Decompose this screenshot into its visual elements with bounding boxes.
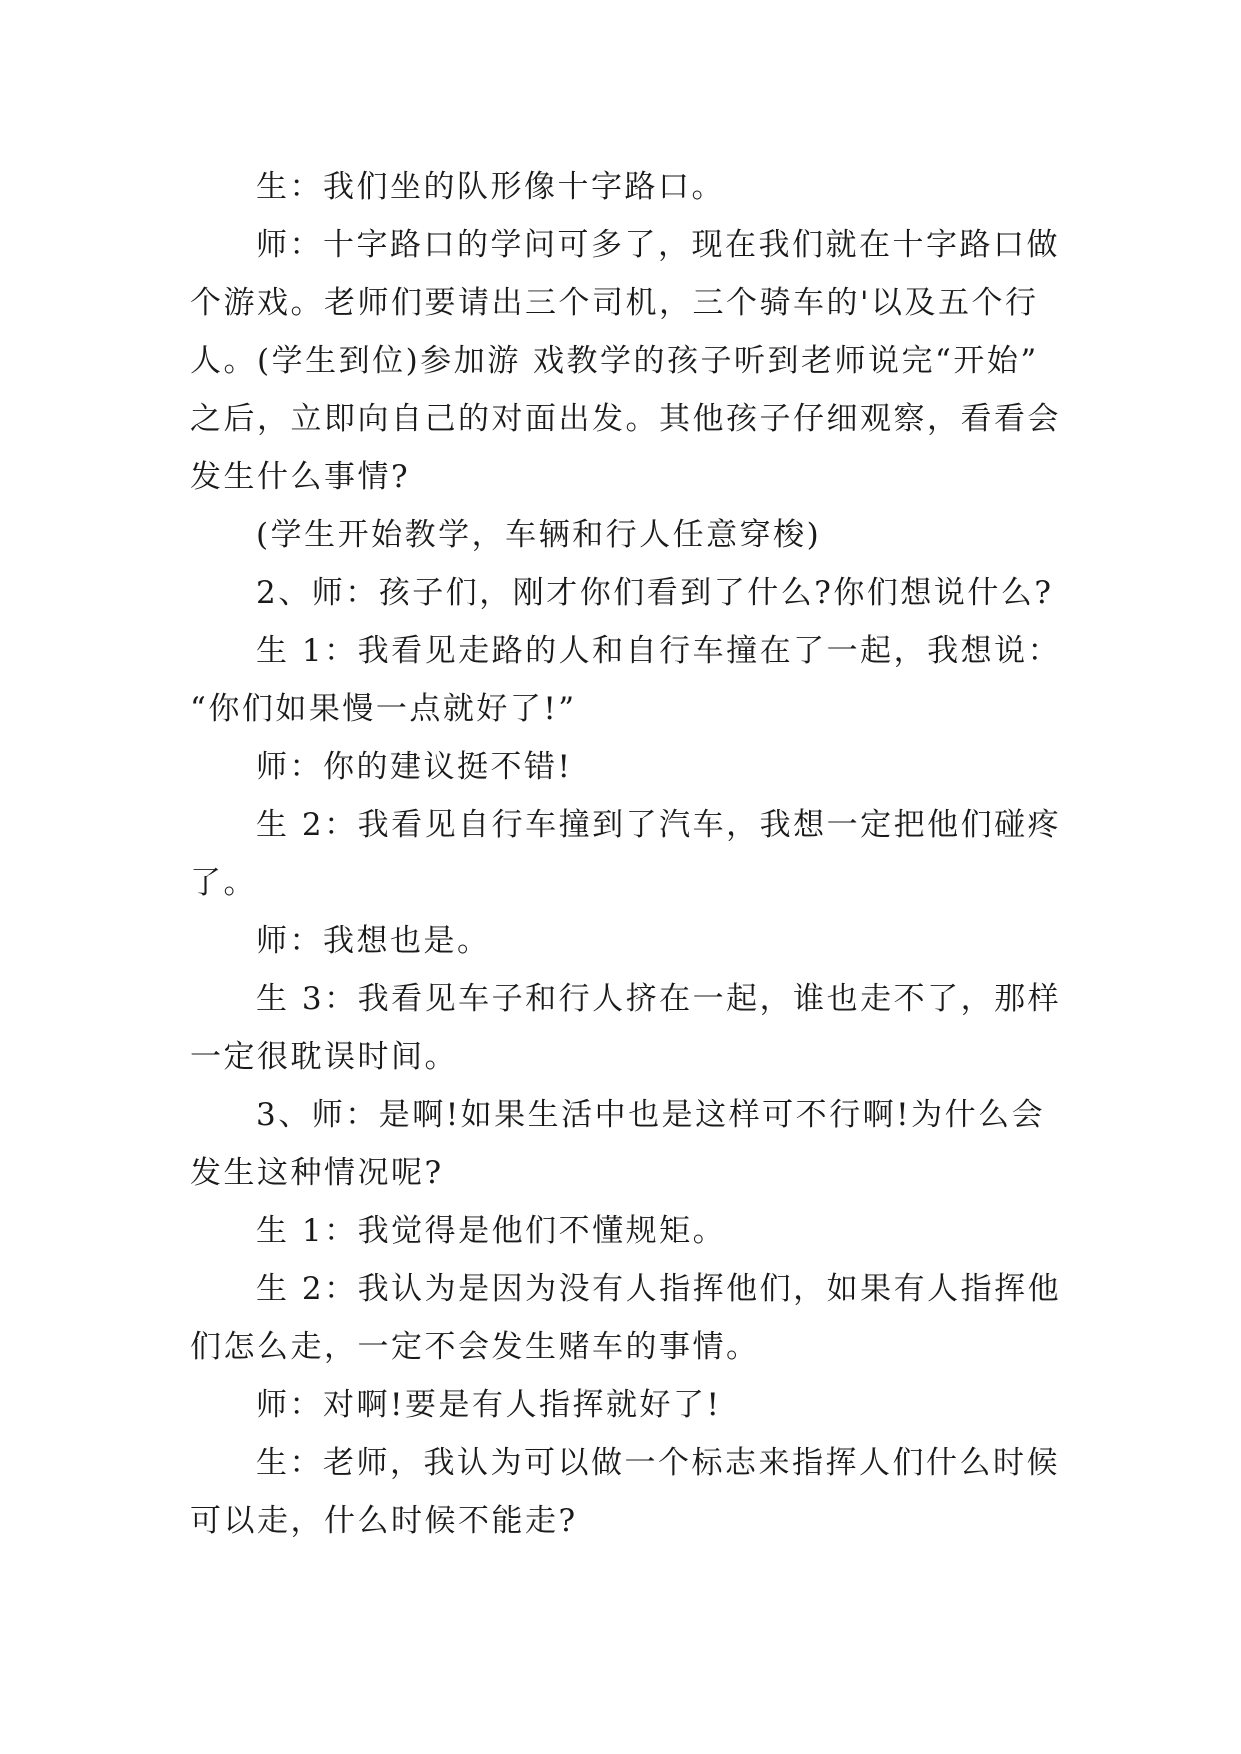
- text-line: 师：十字路口的学问可多了，现在我们就在十字路口做: [256, 227, 1060, 263]
- text-line: 一定很耽误时间。: [190, 1039, 458, 1075]
- text-line: 生 2：我认为是因为没有人指挥他们，如果有人指挥他: [256, 1271, 1062, 1307]
- text-line: 发生这种情况呢?: [190, 1155, 444, 1191]
- text-line: 生 3：我看见车子和行人挤在一起，谁也走不了，那样: [256, 981, 1062, 1017]
- text-line: 之后，立即向自己的对面出发。其他孩子仔细观察，看看会: [190, 401, 1061, 437]
- text-line: “你们如果慢一点就好了!”: [190, 691, 577, 727]
- text-line: 个游戏。老师们要请出三个司机，三个骑车的'以及五个行: [190, 285, 1039, 321]
- text-line: 生 1：我看见走路的人和自行车撞在了一起，我想说：: [256, 633, 1062, 669]
- text-line: 师：对啊!要是有人指挥就好了!: [256, 1387, 722, 1423]
- text-line: 发生什么事情?: [190, 459, 411, 495]
- text-line: 生 1：我觉得是他们不懂规矩。: [256, 1213, 727, 1249]
- text-line: 了。: [190, 865, 257, 901]
- text-line: 2、师：孩子们，刚才你们看到了什么?你们想说什么?: [256, 575, 1054, 611]
- text-line: 生 2：我看见自行车撞到了汽车，我想一定把他们碰疼: [256, 807, 1062, 843]
- text-line: 师：你的建议挺不错!: [256, 749, 573, 785]
- text-line: 生：老师，我认为可以做一个标志来指挥人们什么时候: [256, 1445, 1060, 1481]
- text-line: 们怎么走，一定不会发生赌车的事情。: [190, 1329, 760, 1365]
- text-line: 3、师：是啊!如果生活中也是这样可不行啊!为什么会: [256, 1097, 1046, 1133]
- text-line: 师：我想也是。: [256, 923, 491, 959]
- text-line: 可以走，什么时候不能走?: [190, 1503, 578, 1539]
- text-line: 生：我们坐的队形像十字路口。: [256, 169, 725, 205]
- document-body: [190, 158, 1062, 1550]
- text-line: (学生开始教学，车辆和行人任意穿梭): [256, 517, 822, 553]
- text-line: 人。(学生到位)参加游 戏教学的孩子听到老师说完“开始”: [190, 343, 1039, 379]
